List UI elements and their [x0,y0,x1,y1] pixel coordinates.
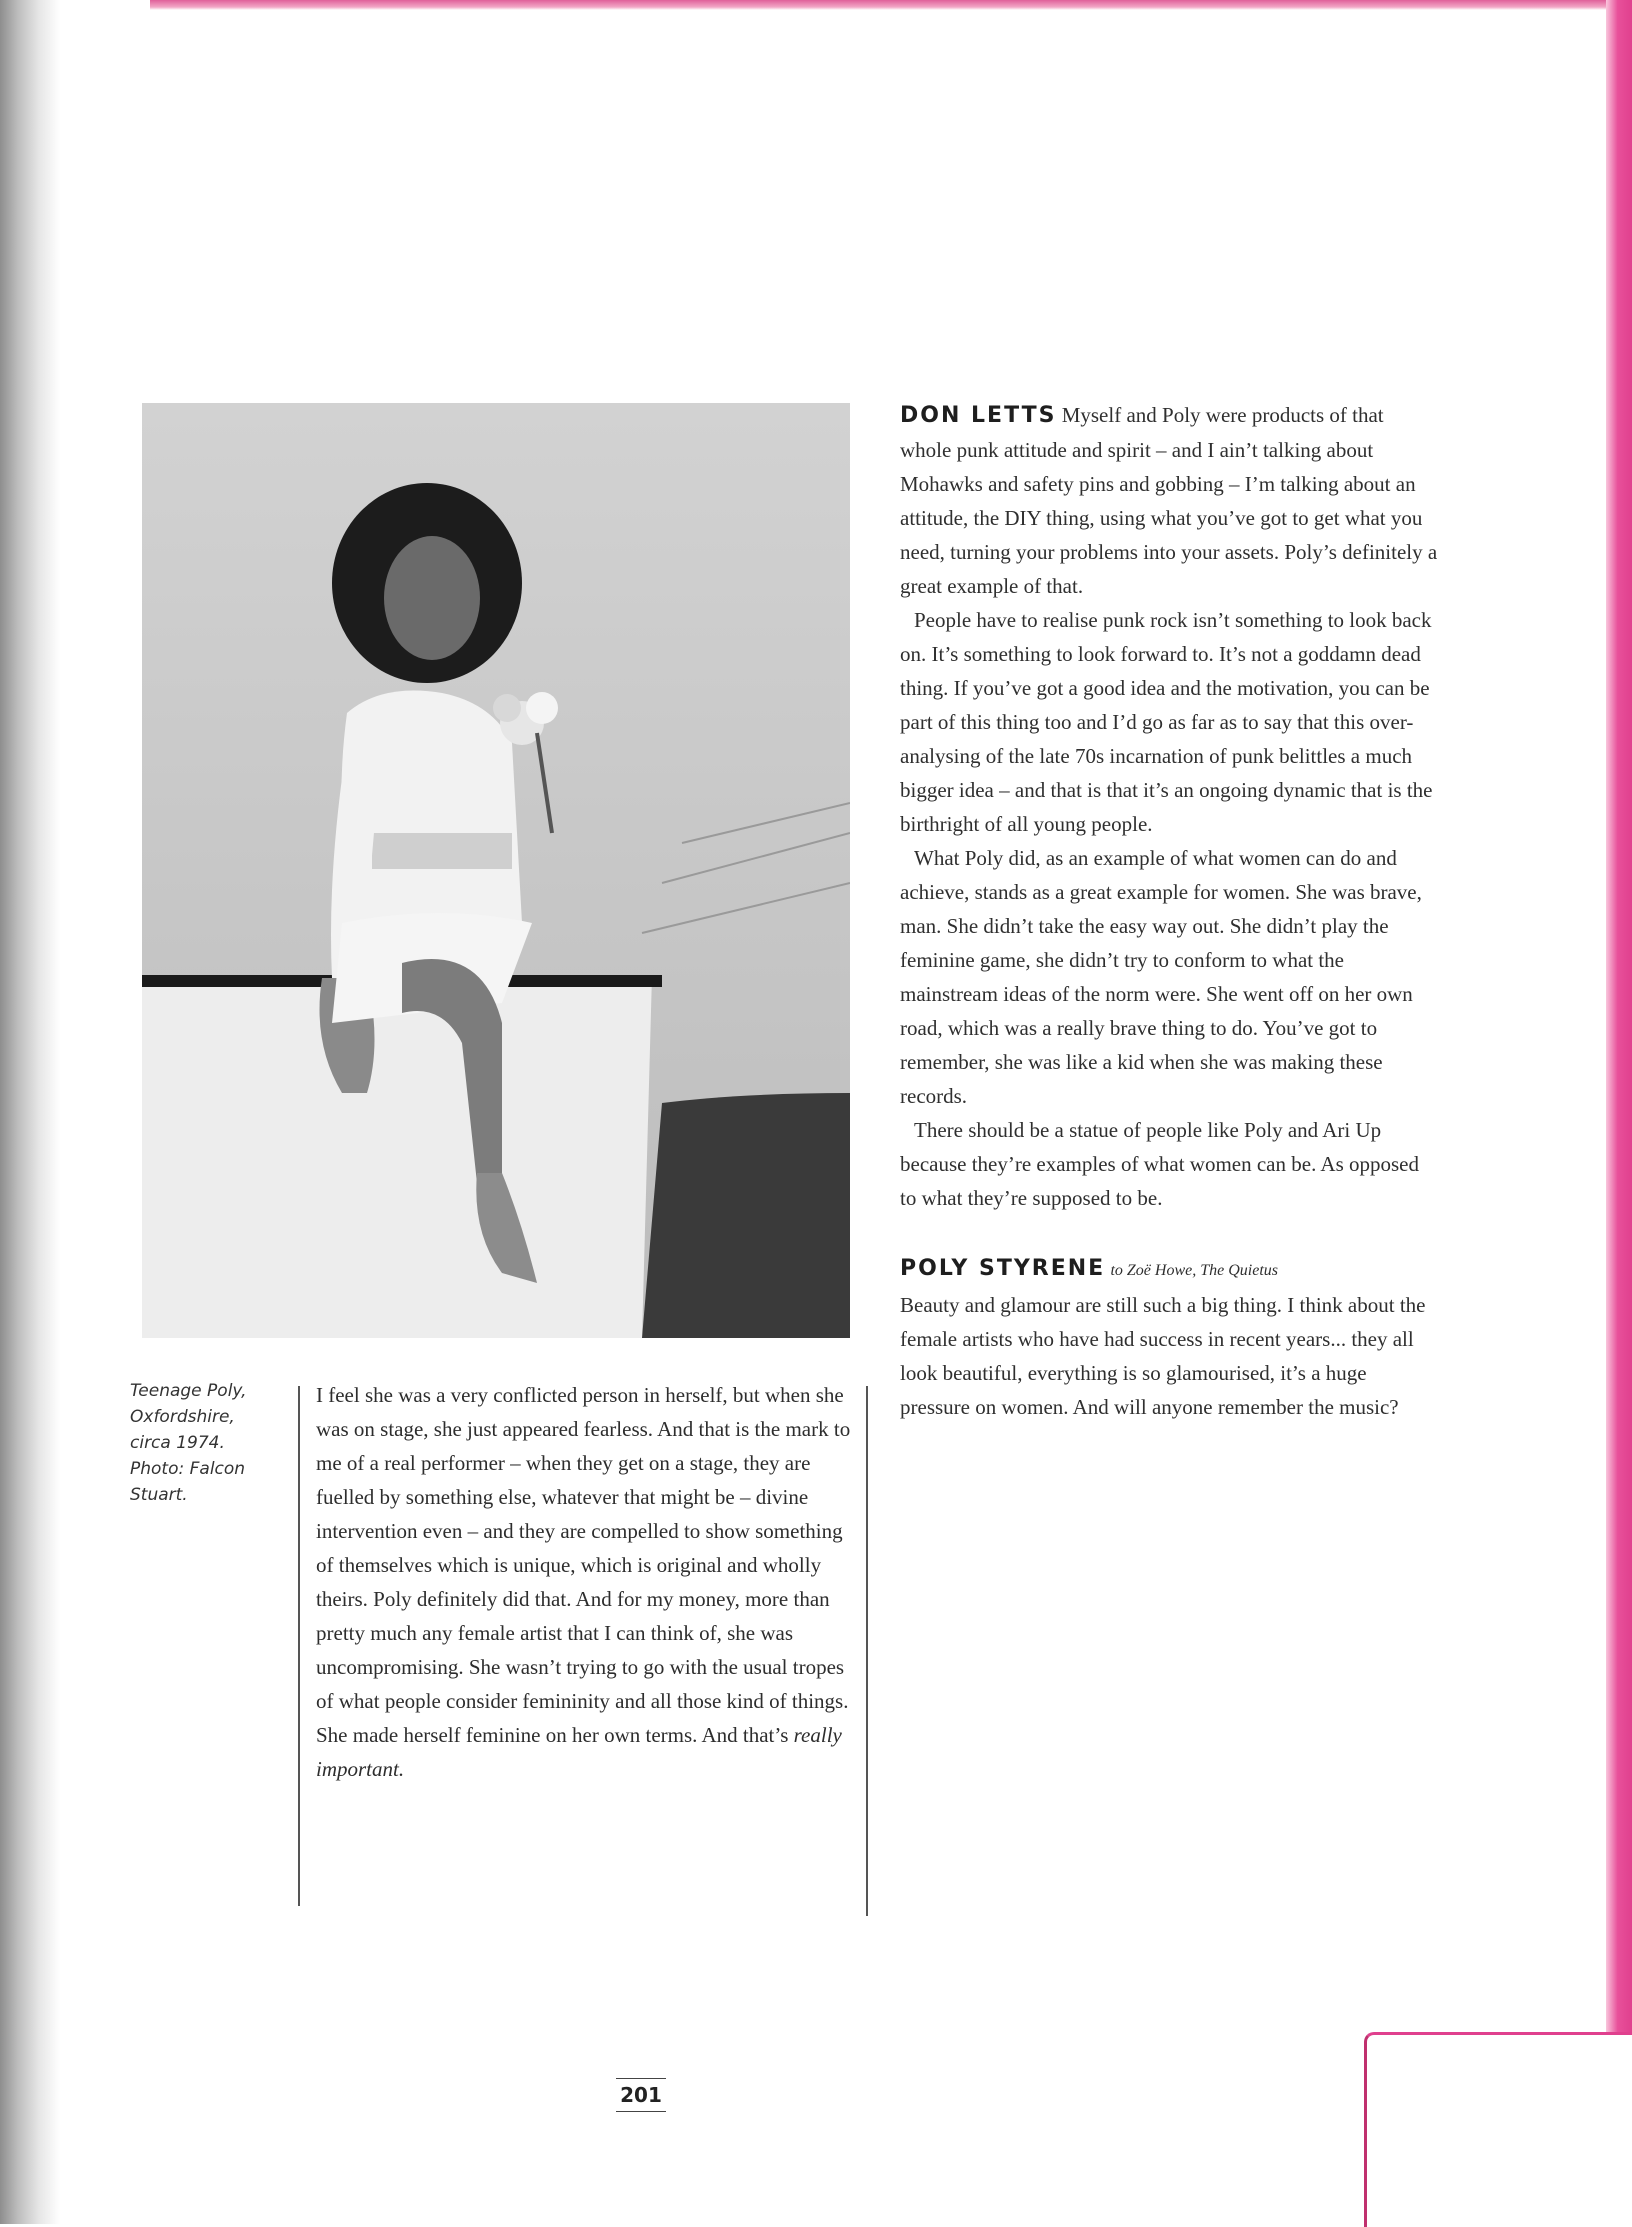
caption-line: Stuart. [130,1485,188,1505]
photo-belt [372,833,512,869]
pull-quote [316,1378,856,1786]
page-edge-notch [1364,2032,1632,2227]
photo-face [384,536,480,660]
paragraph [900,398,1440,603]
interview-column [900,398,1440,1424]
speaker-attribution: to Zoë Howe, The Quietus [1110,1262,1278,1279]
paragraph: Beauty and glamour are still such a big thing. I think about the female artists who have had success in recent years... they all look beautiful, everything is so glamourised, it’s a huge pressure on women. And will anyone remember the music? [900,1293,1426,1419]
photo-flower [526,692,558,724]
don-letts-section [900,398,1440,1215]
paragraph: What Poly did, as an example of what women can do and achieve, stands as a great example for women. She was brave, man. She didn’t take the easy way out. She didn’t play the feminine game, she didn’t try to conform to what the mainstream ideas of the norm were. She went off on her own road, which was a really brave thing to do. You’ve got to remember, she was like a kid when she was making these records. [900,846,1422,1108]
photo-field [642,1093,850,1338]
paragraph: There should be a statue of people like Poly and Ari Up because they’re examples of what women can be. As opposed to what they’re supposed to be. [900,1118,1419,1210]
photo-wall [142,975,652,1338]
pull-quote-text: I feel she was a very conflicted person in herself, but when she was on stage, she just appeared fearless. And that is the mark to me of a real performer – when they get on a stage, they are fuelled by something else, whatever that might be – divine intervention even – and they are compelled to show something of themselves which is unique, which is original and wholly theirs. Poly definitely did that. And for my money, more than pretty much any female artist that I can think of, she was uncompromising. She wasn’t trying to go with the usual tropes of what people consider femininity and all those kind of things. She made herself feminine on her own terms. And that’s [316,1383,851,1747]
speaker-heading [900,1251,1440,1288]
page-number: 201 [616,2078,666,2112]
paragraph: People have to realise punk rock isn’t something to look back on. It’s something to look forward to. It’s not a goddamn dead thing. If you’ve got a good idea and the motivation, you can be part of this thing too and I’d go as far as to say that this over-analysing of the late 70s incarnation of punk belittles a much bigger idea – and that is that it’s an ongoing dynamic that is the birthright of all young people. [900,608,1433,836]
photograph-teenage-poly [142,403,850,1338]
photo-caption [130,1378,280,1508]
pull-quote-ending: really important. [316,1723,842,1781]
speaker-name: DON LETTS [900,403,1057,428]
page-edge-top [150,0,1632,10]
poly-styrene-section [900,1251,1440,1424]
quote-bracket-left [298,1386,300,1906]
caption-line: circa 1974. [130,1433,225,1453]
paragraph-text: Myself and Poly were products of that whole punk attitude and spirit – and I ain’t talking about Mohawks and safety pins and gobbing – I’m talking about an attitude, the DIY thing, using what you’ve got to get what you need, turning your problems into your assets. Poly’s definitely a great example of that. [900,403,1438,598]
caption-line: Oxfordshire, [130,1407,235,1427]
page-edge-right [1606,0,1632,2224]
photo-flower [493,694,521,722]
speaker-name: POLY STYRENE [900,1256,1106,1281]
caption-line: Photo: Falcon [130,1459,246,1479]
photo-illustration [142,403,850,1338]
quote-bracket-right [866,1386,868,1916]
page-spine-shadow [0,0,60,2224]
caption-line: Teenage Poly, [130,1381,247,1401]
